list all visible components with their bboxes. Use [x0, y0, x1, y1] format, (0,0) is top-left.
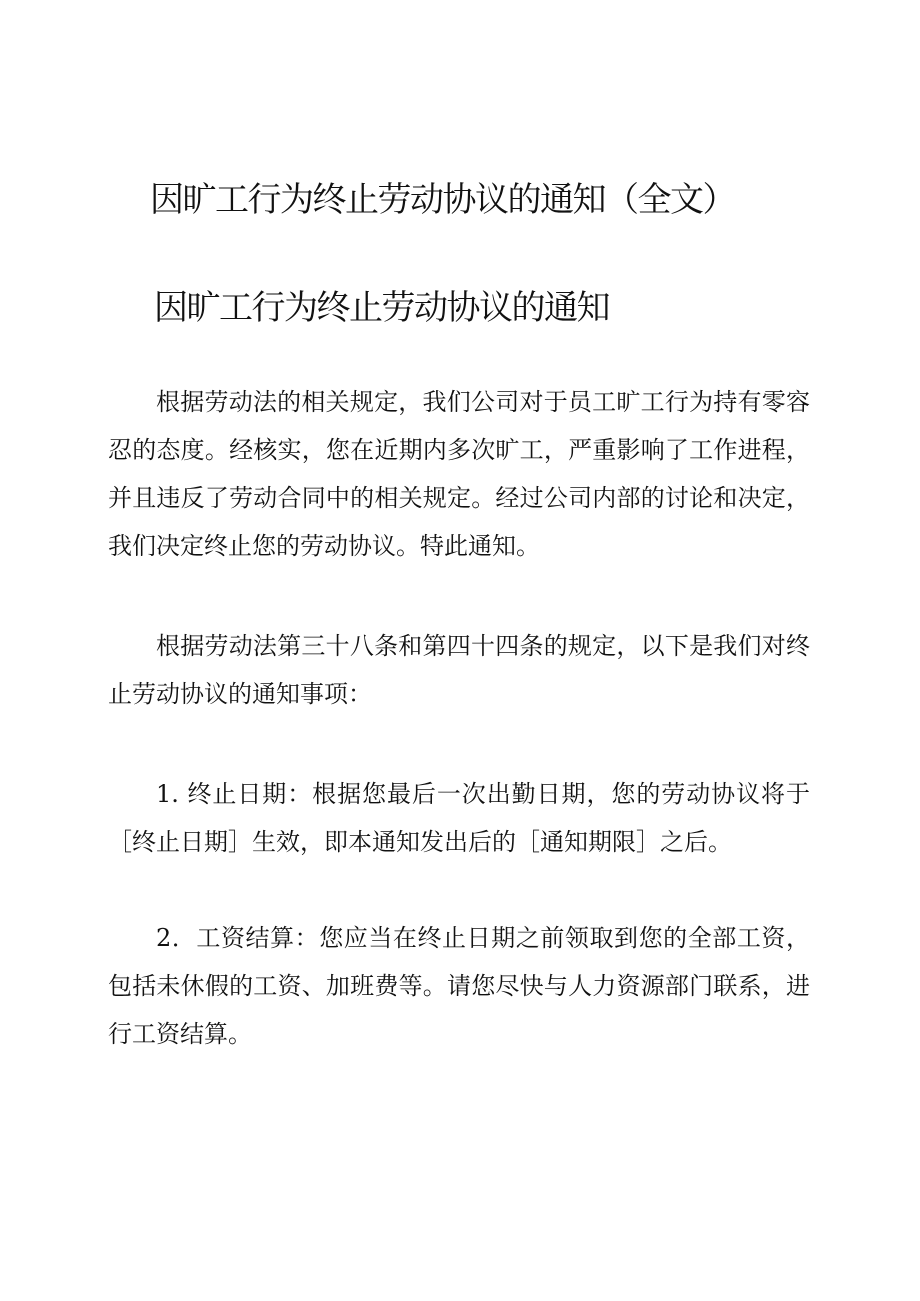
termination-date-item: 1. 终止日期：根据您最后一次出勤日期，您的劳动协议将于［终止日期］生效，即本通知发出后的［通知期限］之后。 — [108, 780, 810, 856]
document-title: 因旷工行为终止劳动协议的通知（全文） — [150, 180, 735, 220]
salary-settlement-item: 2．工资结算：您应当在终止日期之前领取到您的全部工资，包括未休假的工资、加班费等。请您尽快与人力资源部门联系，进行工资结算。 — [108, 924, 810, 1048]
legal-basis-paragraph: 根据劳动法第三十八条和第四十四条的规定，以下是我们对终止劳动协议的通知事项： — [108, 632, 810, 708]
document-subtitle: 因旷工行为终止劳动协议的通知 — [154, 288, 609, 328]
intro-paragraph: 根据劳动法的相关规定，我们公司对于员工旷工行为持有零容忍的态度。经核实，您在近期内多次旷工，严重影响了工作进程，并且违反了劳动合同中的相关规定。经过公司内部的讨论和决定，我们决定终止您的劳动协议。特此通知。 — [108, 388, 810, 560]
